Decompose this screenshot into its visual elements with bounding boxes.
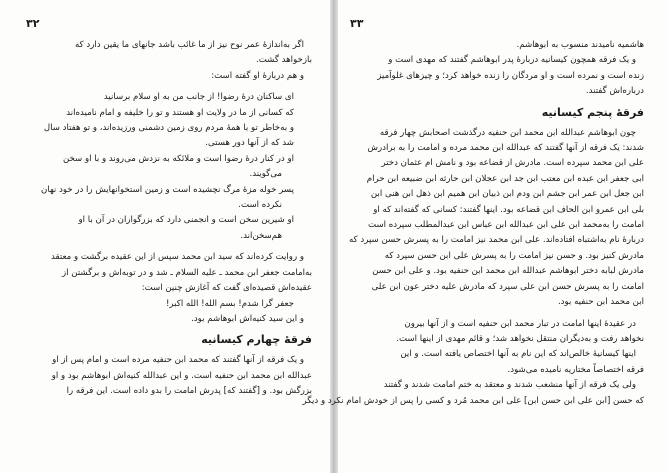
left-page: [0, 0, 330, 473]
text-line: به‌امامت جعفر ابن محمد ـ علیه السلام ـ شد و در توبه‌اش و برگشتن از: [62, 267, 312, 278]
poem-line: ای ساکنان درهٔ رضوا! از جانب من به او سلام برسانید: [103, 92, 294, 103]
text-line: ابی جعفر ابن عبده ابن معتب ابن جد ابن عجلان ابن حارثه ابن ضبیعه ابن حرام: [366, 173, 644, 184]
poem-line: نکرده است.: [238, 200, 282, 211]
text-line: و این سید کنیه‌اش ابوهاشم بود.: [191, 313, 304, 324]
text-line: که حسن [ابن علی ابن حسن ابن] علی ابن محمد مُرد و کسی را پس از خودش امام نکرد و دیگر: [302, 395, 644, 406]
text-line: در عقیدهٔ اینها امامت در تبار محمد ابن حنفیه است و از آنها بیرون: [404, 318, 636, 329]
text-line: علی ابن محمد سپرده است. مادرش از قضاعه بود و نامش ام عثمان دختر: [381, 158, 644, 169]
poem-line: که کسانی از ما در ولایت او هستند و تو را خلیفه و امام نامیده‌اند: [66, 107, 294, 118]
poem-line: پسر خوله مزهٔ مرگ نچشیده است و زمین استخوانهایش را در خود نهان: [41, 184, 294, 195]
page-number: ۳۳: [350, 17, 364, 30]
text-line: و یک فرقه از آنها گفتند که محمد ابن حنفیه مرده است و امام پس از او: [52, 355, 304, 366]
text-line: درباره‌اش گفتند.: [585, 86, 644, 97]
text-line: نخواهد رفت و به‌دیگران منتقل نخواهد شد؛ و قائم مهدی از اینها است.: [396, 333, 644, 344]
section-heading: فرقهٔ پنجم کیسانیه: [541, 105, 644, 119]
poem-line: جعفر گرا شدم! بسم الله! الله اکبر!: [165, 298, 294, 309]
text-line: و هم دربارهٔ او گفته است:: [211, 70, 304, 81]
text-line: ولی یک فرقه از آنها منشعب شدند و معتقد به ختم امامت شدند و گفتند: [383, 380, 636, 391]
text-line: بازخواهد گشت.: [255, 55, 312, 66]
text-line: و یک فرقه همچون کیسانیه دربارهٔ پدر ابوهاشم گفتند که مهدی است و: [388, 55, 636, 66]
section-heading: فرقهٔ چهارم کیسانیه: [201, 333, 312, 347]
poem-line: او در کنار درهٔ رضوا است و ملائکه به نزدش می‌روند و با او سخن: [62, 153, 294, 164]
text-line: امامت را به‌محمد ابن علی ابن عبدالله ابن عباس ابن عبدالمطلب سپرده است: [368, 220, 644, 231]
page-body: [22, 38, 312, 400]
text-line: بلی ابن عمرو ابن الحاف ابن قضاعه بود. اینها گفتند: کسانی که گفته‌اند که او: [373, 204, 644, 215]
text-line: اگر به‌اندازهٔ عمر نوح نیز از ما غائب باشد جانهای ما یقین دارد که: [74, 40, 304, 50]
page-number: ۳۲: [26, 17, 40, 30]
right-page: [302, 0, 668, 473]
poem-line: شد که از آنها دور هستی.: [205, 138, 294, 149]
text-line: مادرش لبابه دختر ابوهاشم عبدالله ابن محمد ابن حنفیه بود. و علی ابن حسن: [372, 266, 644, 277]
text-line: شدند: یک فرقه از آنها گفتند که عبدالله ابن محمد مرده و امامت را به برادرش: [367, 143, 644, 154]
text-line: هاشمیه نامیدند منسوب به ابوهاشم.: [516, 40, 644, 50]
poem-line: می‌گویند.: [249, 169, 282, 180]
text-line: ابن جعل ابن عمر ابن جشم ابن ودم ابن ذبیان ابن همیم ابن ذهل ابن هنی ابن: [370, 189, 644, 200]
text-line: فرقه اختصاصاً مختاریه نامیده می‌شود.: [507, 364, 644, 375]
text-line: عقیده‌اش قصیده‌ای گفت که آغازش چنین است:: [141, 283, 312, 294]
poem-line: و به‌خاطر تو با همهٔ مردم روی زمین دشمنی ورزیده‌اند، و تو هفتاد سال: [43, 123, 294, 134]
text-line: امامت را به پسرش حسن ابن علی سپرد که مادرش علیه دختر عون ابن علی: [371, 281, 644, 292]
text-line: بزرگش بود. و [گفتند که] پدرش امامت را بدو داده است. این فرقه را: [66, 386, 312, 397]
text-line: اینها کیسانیهٔ خالص‌اند که این نام به آنها اختصاص یافته است. و این: [400, 349, 636, 360]
poem-line: هم‌سخن‌اند.: [240, 230, 282, 241]
text-line: عبدالله ابن محمد ابن حنفیه است. و این عبدالله کنیه‌اش ابوهاشم بود و او: [51, 370, 312, 381]
text-line: دربارهٔ نام به‌اشتباه افتاده‌اند. علی ابن محمد نیز امامت را به پسرش حسن سپرد که: [348, 235, 644, 246]
poem-line: او شیرین سخن است و انجمنی دارد که بزرگواران در آن با او: [78, 215, 294, 226]
page-body: [302, 38, 644, 409]
text-line: چون ابوهاشم عبدالله ابن محمد ابن حنفیه درگذشت اصحابش چهار فرقه: [379, 127, 636, 138]
text-line: ابن محمد ابن حنفیه بود.: [557, 297, 644, 308]
text-line: مادرش کنیز بود. و حسن نیز امامت را به پسرش علی ابن حسن سپرد که: [384, 250, 644, 261]
text-line: زنده است و نمرده است و او مردگان را زنده خواهد کرد؛ و چیزهای غلوآمیز: [377, 70, 644, 81]
text-line: و روایت کرده‌اند که سید ابن محمد سپس از این عقیده برگشت و معتقد: [51, 252, 304, 263]
